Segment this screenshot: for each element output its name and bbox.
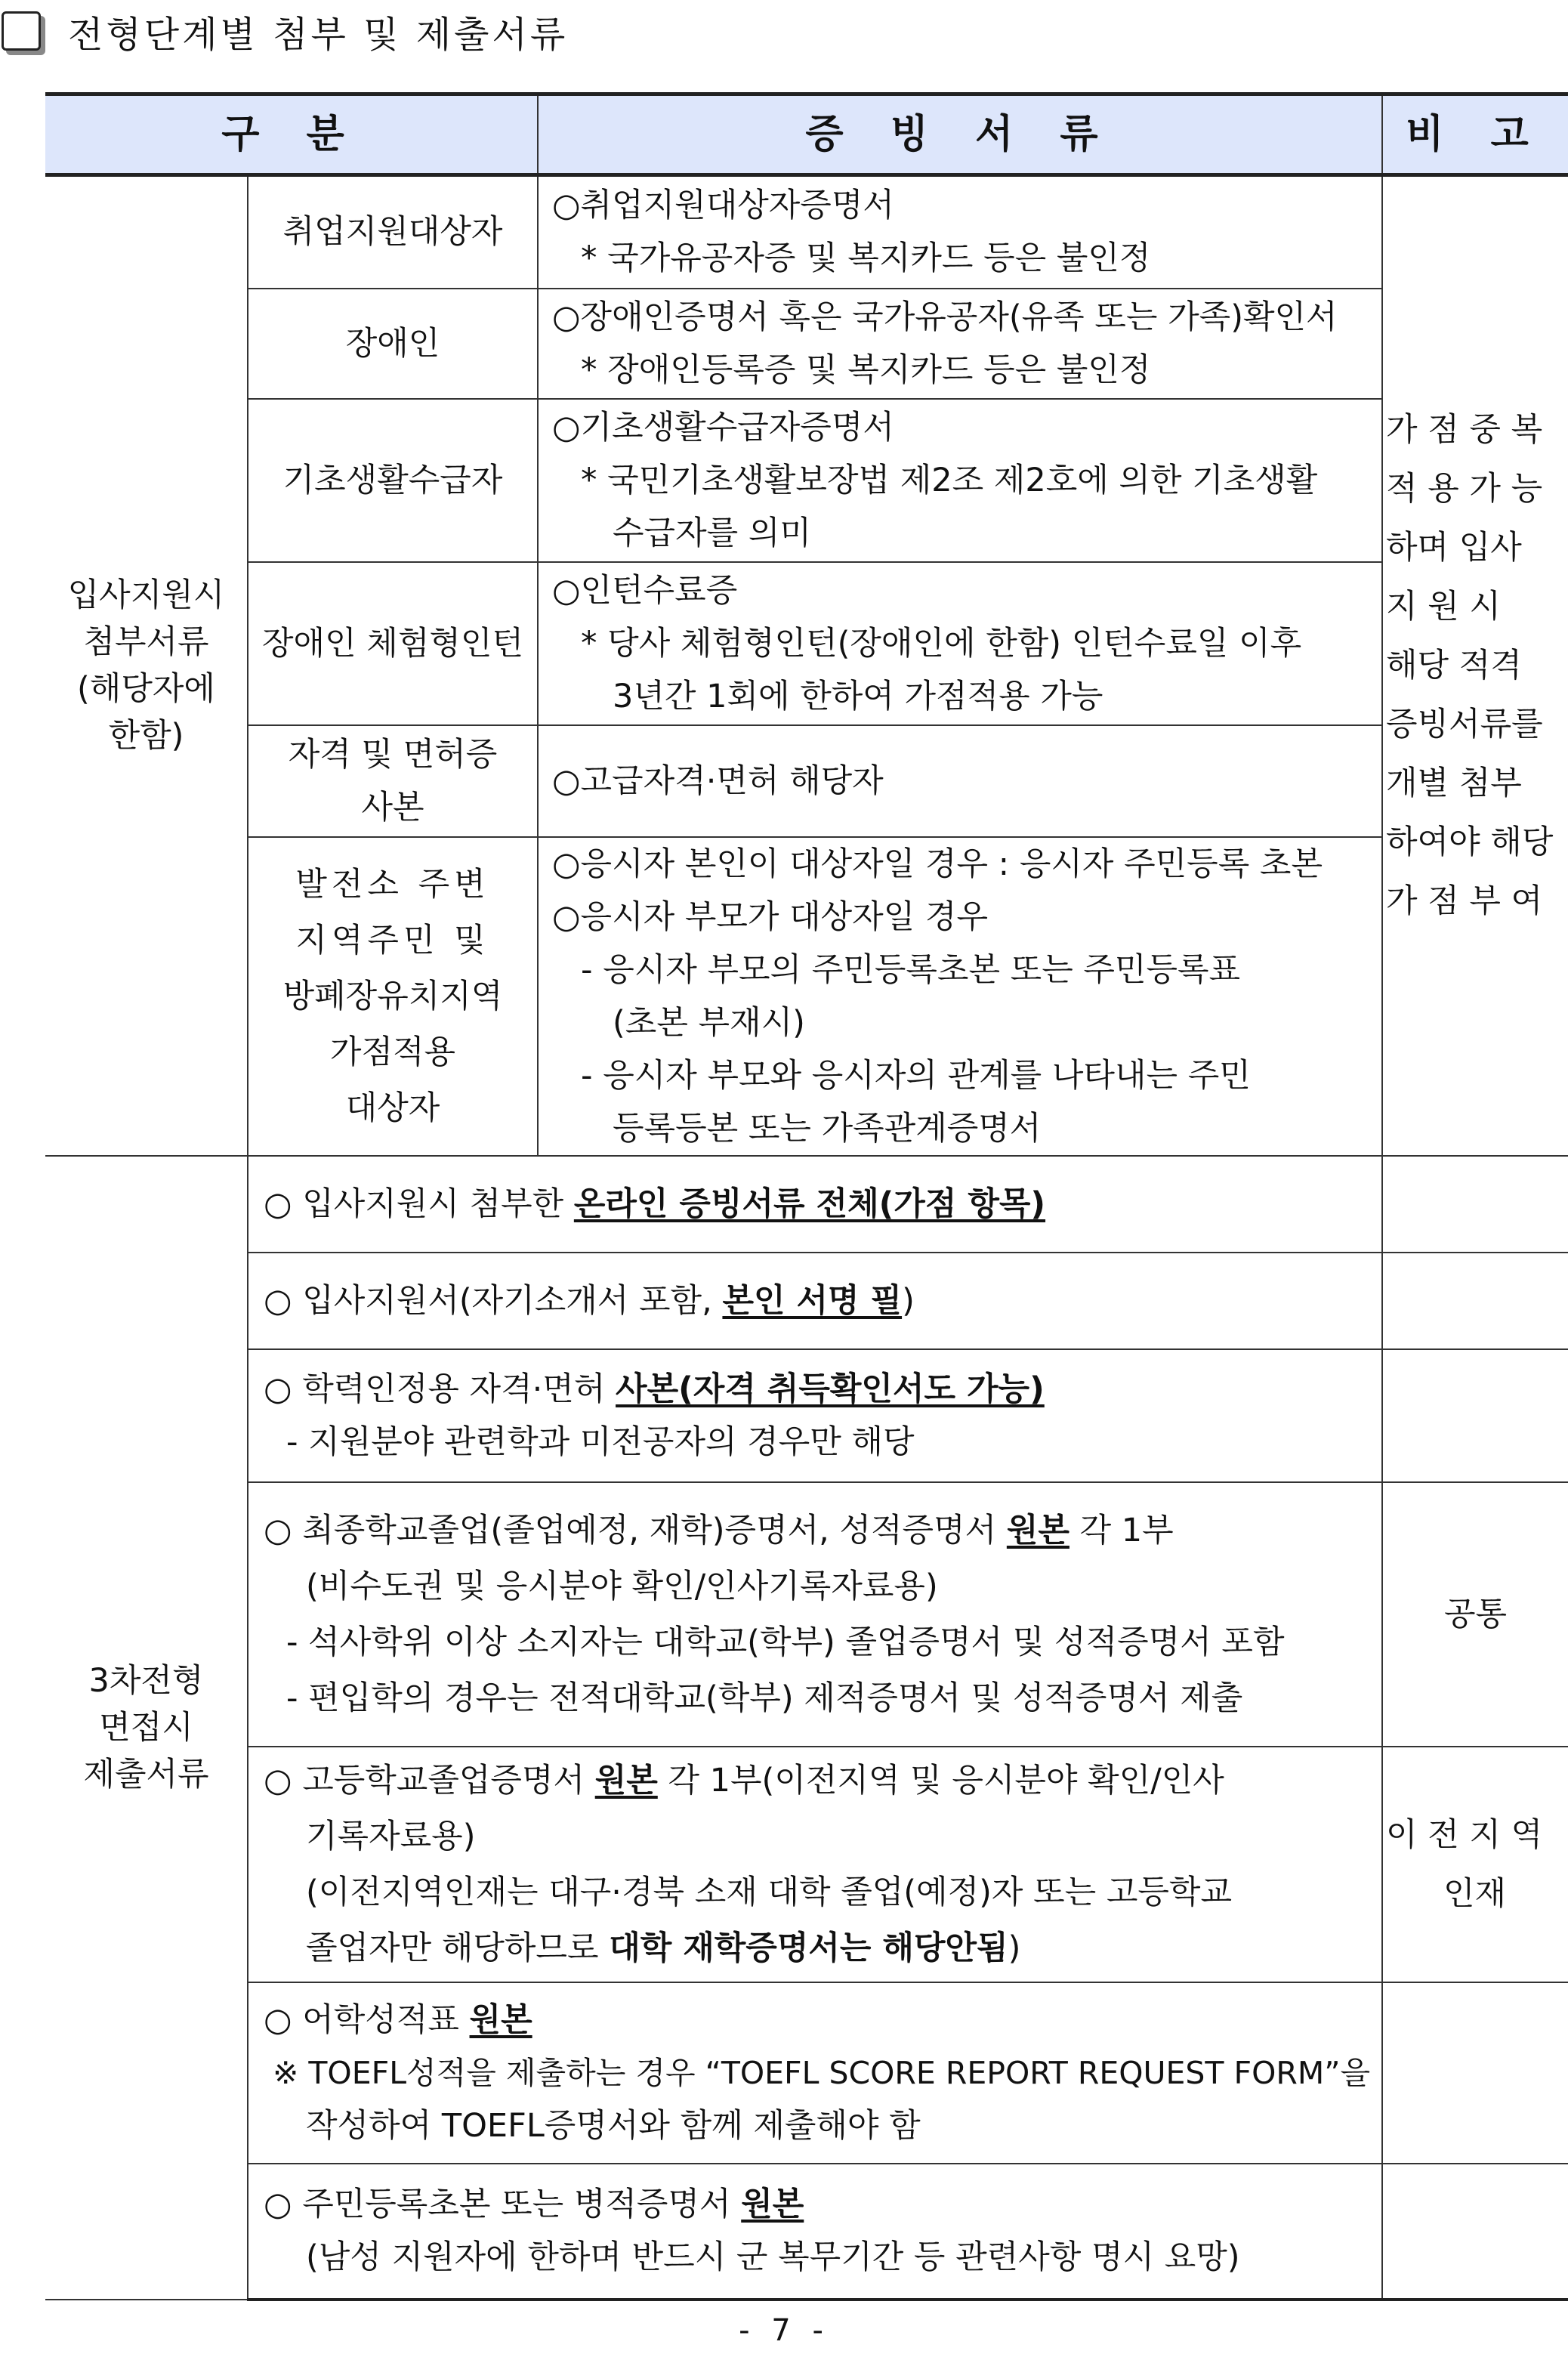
table-row xyxy=(45,1349,1568,1482)
documents-cell: ○ 입사지원시 첨부한 온라인 증빙서류 전체(가점 항목) xyxy=(248,1156,1382,1253)
table-row xyxy=(45,289,1568,399)
documents-cell: ○기초생활수급자증명서 * 국민기초생활보장법 제2조 제2호에 의한 기초생활 수급자를 의미 xyxy=(538,399,1382,562)
table-row xyxy=(45,1156,1568,1253)
subcategory: 장애인 체험형인턴 xyxy=(248,562,538,725)
documents-cell: ○장애인증명서 혹은 국가유공자(유족 또는 가족)확인서 * 장애인등록증 및 복지카드 등은 불인정 xyxy=(538,289,1382,399)
header-remarks: 비 고 xyxy=(1382,94,1568,175)
documents-table xyxy=(45,92,1568,2301)
table-header-row xyxy=(45,94,1568,175)
documents-cell: ○ 고등학교졸업증명서 원본 각 1부(이전지역 및 응시분야 확인/인사 기록자료용) (이전지역인재는 대구·경북 소재 대학 졸업(예정)자 또는 고등학교 졸업자만 해당하므로 대학 재학증명서는 해당안됨) xyxy=(248,1747,1382,1982)
documents-cell: ○인턴수료증 * 당사 체험형인턴(장애인에 한함) 인턴수료일 이후 3년간 1회에 한하여 가점적용 가능 xyxy=(538,562,1382,725)
documents-cell: ○고급자격·면허 해당자 xyxy=(538,725,1382,837)
heading-text: 전형단계별 첨부 및 제출서류 xyxy=(68,13,569,56)
subcategory: 기초생활수급자 xyxy=(248,399,538,562)
table-row xyxy=(45,1253,1568,1349)
section-heading xyxy=(0,5,568,57)
remark-common: 공통 xyxy=(1382,1482,1568,1747)
remark-bonus: 가 점 중 복 적 용 가 능 하며 입사 지 원 시 해당 적격 증빙서류를 개별 첨부 하여야 해당 가 점 부 여 xyxy=(1382,175,1568,1156)
remark-local-talent: 이 전 지 역 인재 xyxy=(1382,1747,1568,1982)
table-row xyxy=(45,1982,1568,2164)
subcategory: 자격 및 면허증 사본 xyxy=(248,725,538,837)
remark-empty xyxy=(1382,1156,1568,1253)
checkbox-bullet-icon xyxy=(2,11,41,51)
documents-cell: ○ 학력인정용 자격·면허 사본(자격 취득확인서도 가능) - 지원분야 관련학과 미전공자의 경우만 해당 xyxy=(248,1349,1382,1482)
table-row xyxy=(45,1747,1568,1982)
table-row xyxy=(45,1482,1568,1747)
documents-cell: ○ 입사지원서(자기소개서 포함, 본인 서명 필) xyxy=(248,1253,1382,1349)
documents-cell: ○ 최종학교졸업(졸업예정, 재학)증명서, 성적증명서 원본 각 1부 (비수도권 및 응시분야 확인/인사기록자료용) - 석사학위 이상 소지자는 대학교(학부) 졸업증명서 및 성적증명서 포함 - 편입학의 경우는 전적대학교(학부) 제적증명서 및 성적증명서 제출 xyxy=(248,1482,1382,1747)
subcategory: 장애인 xyxy=(248,289,538,399)
subcategory: 취업지원대상자 xyxy=(248,175,538,289)
table-row xyxy=(45,2164,1568,2300)
remark-empty xyxy=(1382,1349,1568,1482)
header-documents: 증 빙 서 류 xyxy=(538,94,1382,175)
table-row xyxy=(45,399,1568,562)
documents-cell: ○ 어학성적표 원본 ※ TOEFL성적을 제출하는 경우 “TOEFL SCORE REPORT REQUEST FORM”을 작성하여 TOEFL증명서와 함께 제출해야 함 xyxy=(248,1982,1382,2164)
subcategory: 발전소 주변 지역주민 및 방폐장유치지역 가점적용 대상자 xyxy=(248,837,538,1156)
table-row xyxy=(45,725,1568,837)
category-application: 입사지원시 첨부서류 (해당자에 한함) xyxy=(45,175,248,1156)
documents-cell: ○취업지원대상자증명서 * 국가유공자증 및 복지카드 등은 불인정 xyxy=(538,175,1382,289)
table-row xyxy=(45,562,1568,725)
remark-empty xyxy=(1382,2164,1568,2300)
header-category: 구 분 xyxy=(45,94,538,175)
remark-empty xyxy=(1382,1253,1568,1349)
remark-empty xyxy=(1382,1982,1568,2164)
category-interview: 3차전형 면접시 제출서류 xyxy=(45,1156,248,2300)
table-row xyxy=(45,175,1568,289)
table-row xyxy=(45,837,1568,1156)
page-number: - 7 - xyxy=(739,2313,829,2348)
documents-cell: ○ 주민등록초본 또는 병적증명서 원본 (남성 지원자에 한하며 반드시 군 복무기간 등 관련사항 명시 요망) xyxy=(248,2164,1382,2300)
documents-cell: ○응시자 본인이 대상자일 경우 : 응시자 주민등록 초본 ○응시자 부모가 대상자일 경우 - 응시자 부모의 주민등록초본 또는 주민등록표 (초본 부재시) - 응시자 부모와 응시자의 관계를 나타내는 주민 등록등본 또는 가족관계증명서 xyxy=(538,837,1382,1156)
